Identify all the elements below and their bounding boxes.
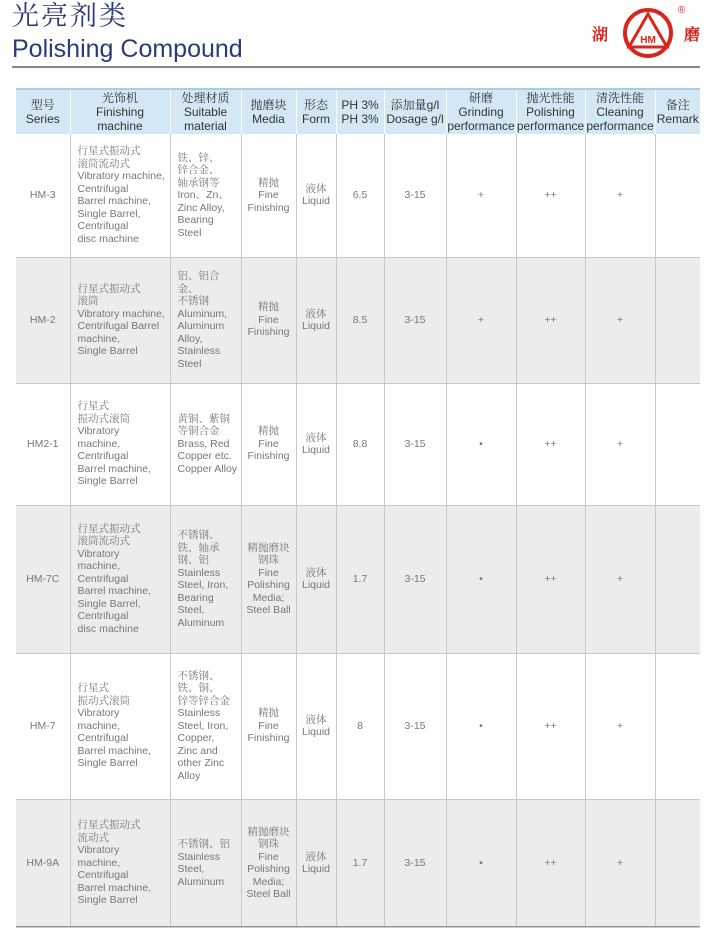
column-header-ph	[336, 89, 384, 134]
header-cn: 型号	[30, 98, 55, 112]
header-cn: 形态	[303, 98, 328, 112]
header-en: Cleaning performance	[586, 105, 654, 133]
cell-cleaning: +	[585, 799, 655, 927]
table-row	[16, 505, 700, 653]
cell-series: HM-9A	[16, 799, 70, 927]
header-cn: 清洗性能	[595, 91, 644, 105]
column-header-form	[296, 89, 336, 134]
cell-dosage: 3-15	[384, 653, 446, 799]
table-row	[16, 257, 700, 383]
column-header-material	[170, 89, 241, 134]
cell-polishing: ++	[516, 383, 585, 505]
cell-dosage: 3-15	[384, 134, 446, 257]
cell-ph: 8.8	[336, 383, 384, 505]
header-en: Dosage g/l	[386, 112, 444, 126]
logo-mark: HM	[640, 35, 656, 46]
column-header-dosage	[384, 89, 446, 134]
table-row	[16, 653, 700, 799]
cell-ph: 1.7	[336, 505, 384, 653]
header-en: Grinding performance	[447, 105, 515, 133]
column-header-remark	[655, 89, 700, 134]
header-en: Media	[252, 112, 285, 126]
cell-form: 液体 Liquid	[296, 383, 336, 505]
cell-material: 黄铜、紫铜 等铜合金 Brass, Red Copper etc. Copper Alloy	[170, 383, 241, 505]
cell-media: 精抛磨块 钢珠 Fine Polishing Media; Steel Ball	[241, 505, 296, 653]
cell-media: 精抛 Fine Finishing	[241, 653, 296, 799]
cell-cleaning: +	[585, 383, 655, 505]
cell-polishing: ++	[516, 799, 585, 927]
cell-remark	[655, 134, 700, 257]
cell-polishing: ++	[516, 505, 585, 653]
cell-ph: 6.5	[336, 134, 384, 257]
header-en: PH 3%	[341, 112, 379, 126]
cell-material: 不锈钢、 铁、轴承 钢、铝 Stainless Steel, Iron, Bearing Steel, Aluminum	[170, 505, 241, 653]
table-row	[16, 134, 700, 257]
column-header-series	[16, 89, 70, 134]
cell-media: 精抛 Fine Finishing	[241, 257, 296, 383]
cell-ph: 8.5	[336, 257, 384, 383]
cell-series: HM-7	[29, 719, 56, 732]
header-cn: 抛光性能	[526, 91, 575, 105]
cell-remark	[655, 653, 700, 799]
cell-grinding: •	[446, 653, 516, 799]
cell-polishing: ++	[516, 257, 585, 383]
cell-ph: 8	[336, 653, 384, 799]
header-en: Finishing machine	[95, 105, 145, 133]
table-row	[16, 799, 700, 927]
header-cn: 抛磨块	[250, 98, 287, 112]
header-en: Remark	[656, 112, 699, 126]
column-header-media	[241, 89, 296, 134]
header-cn: 处理材质	[181, 91, 230, 105]
cell-machine: 行星式振动式 流动式 Vibratory machine, Centrifugal Barrel machine, Single Barrel	[70, 799, 170, 927]
cell-material: 铁、锌、 锌合金、 轴承钢等 Iron、Zn、 Zinc Alloy, Bearing Steel	[170, 134, 241, 257]
header-cn: PH 3%	[341, 98, 379, 112]
cell-media: 精抛 Fine Finishing	[241, 134, 296, 257]
cell-remark	[655, 799, 700, 927]
cell-grinding: •	[446, 799, 516, 927]
cell-cleaning: +	[585, 134, 655, 257]
cell-form: 液体 Liquid	[296, 505, 336, 653]
cell-series: HM-2	[16, 257, 70, 383]
cell-dosage: 3-15	[384, 799, 446, 927]
cell-material: 不锈钢、 铁、铜、 锌等锌合金 Stainless Steel, Iron, Copper, Zinc and other Zinc Alloy	[170, 653, 241, 799]
table-row	[16, 383, 700, 505]
registered-mark: ®	[678, 5, 686, 16]
cell-cleaning: +	[585, 257, 655, 383]
cell-dosage: 3-15	[384, 383, 446, 505]
header-en: Form	[302, 112, 330, 126]
cell-media: 精抛 Fine Finishing	[241, 383, 296, 505]
header-cn: 光饰机	[101, 91, 138, 105]
cell-grinding: +	[446, 134, 516, 257]
cell-polishing: ++	[516, 653, 585, 799]
header-cn: 备注	[665, 98, 690, 112]
cell-machine: 行星式振动式 滚筒流动式 Vibratory machine, Centrifugal Barrel machine, Single Barrel, Centrifugal disc machine	[70, 505, 170, 653]
cell-series: HM-3	[29, 189, 56, 201]
column-header-cleaning	[585, 89, 655, 134]
cell-dosage: 3-15	[384, 505, 446, 653]
brand-logo	[592, 2, 704, 62]
column-header-polishing	[516, 89, 585, 134]
cell-remark	[655, 505, 700, 653]
product-table	[16, 88, 700, 928]
cell-media: 精抛磨块 钢珠 Fine Polishing Media; Steel Ball	[241, 799, 296, 927]
column-header-machine	[70, 89, 170, 134]
page-title-cn: 光亮剂类	[12, 1, 128, 32]
cell-series: HM2-1	[26, 437, 59, 450]
cell-dosage: 3-15	[384, 257, 446, 383]
cell-material: 铝、铝合金、 不锈钢 Aluminum, Aluminum Alloy, Stainless Steel	[170, 257, 241, 383]
cell-remark	[655, 383, 700, 505]
cell-series: HM-7C	[16, 505, 70, 653]
header-cn: 研磨	[468, 91, 493, 105]
header-cn: 添加量g/l	[390, 98, 440, 112]
cell-form: 液体 Liquid	[296, 134, 336, 257]
cell-polishing: ++	[516, 134, 585, 257]
logo-right-char: 磨	[684, 25, 701, 44]
cell-machine: 行星式振动式 滚筒流动式 Vibratory machine, Centrifugal Barrel machine, Single Barrel, Centrifugal disc machine	[70, 134, 170, 257]
logo-left-char: 湖	[592, 25, 609, 44]
cell-grinding: +	[446, 257, 516, 383]
page-title-en: Polishing Compound	[12, 35, 243, 63]
cell-form: 液体 Liquid	[296, 799, 336, 927]
header-en: Polishing performance	[516, 105, 585, 133]
header-en: Suitable material	[183, 105, 228, 133]
cell-remark	[655, 257, 700, 383]
cell-machine: 行星式 振动式滚筒 Vibratory machine, Centrifugal Barrel machine, Single Barrel	[70, 383, 170, 505]
title-divider	[12, 66, 700, 68]
cell-grinding: •	[446, 505, 516, 653]
header-en: Series	[25, 112, 60, 126]
cell-form: 液体 Liquid	[296, 653, 336, 799]
cell-material: 不锈钢、铝 Stainless Steel, Aluminum	[170, 799, 241, 927]
cell-cleaning: +	[585, 505, 655, 653]
cell-grinding: •	[446, 383, 516, 505]
column-header-grinding	[446, 89, 516, 134]
cell-form: 液体 Liquid	[296, 257, 336, 383]
cell-cleaning: +	[585, 653, 655, 799]
cell-machine: 行星式 振动式滚筒 Vibratory machine, Centrifugal Barrel machine, Single Barrel	[70, 653, 170, 799]
cell-ph: 1.7	[336, 799, 384, 927]
cell-machine: 行星式振动式 滚筒 Vibratory machine, Centrifugal Barrel machine, Single Barrel	[70, 257, 170, 383]
table-bottom-rule	[16, 926, 700, 927]
